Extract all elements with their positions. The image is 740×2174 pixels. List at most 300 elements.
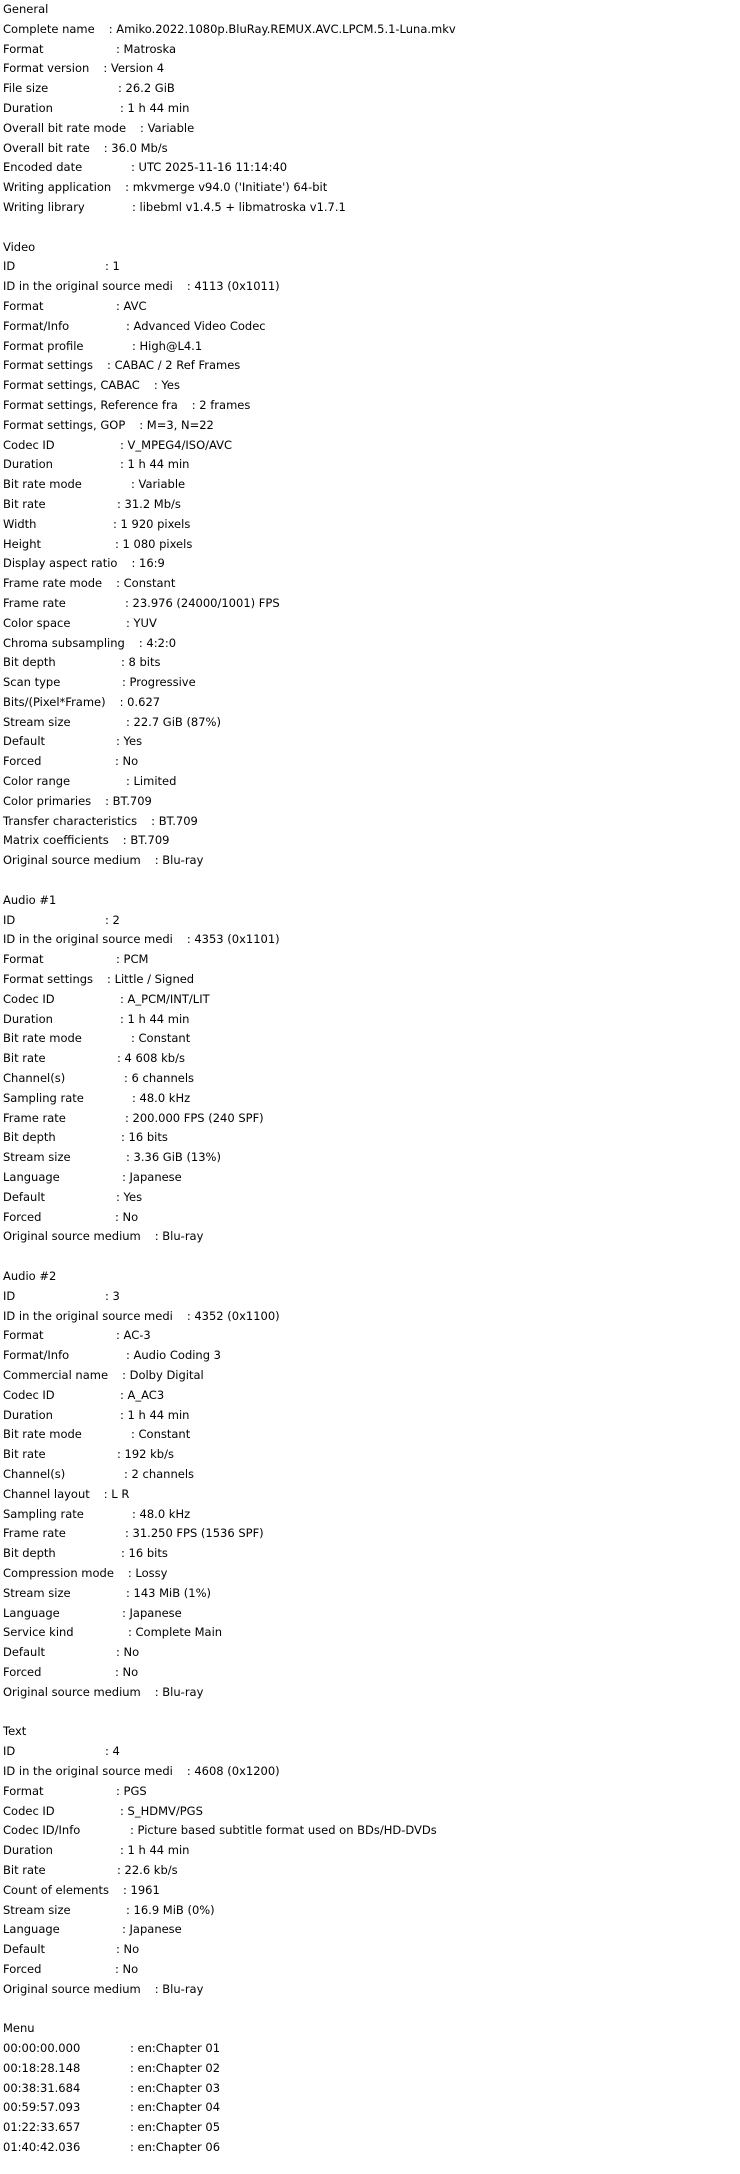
info-value: : libebml v1.4.5 + libmatroska v1.7.1	[132, 199, 346, 214]
info-row	[3, 1782, 740, 1802]
info-value: : A_PCM/INT/LIT	[120, 991, 210, 1006]
info-row	[3, 277, 740, 297]
info-row	[3, 40, 740, 60]
info-value: : 4353 (0x1101)	[186, 932, 280, 947]
info-label: Format	[3, 952, 44, 967]
info-label: Stream size	[3, 1585, 71, 1600]
info-value: : 1	[105, 259, 120, 274]
info-row	[3, 732, 740, 752]
info-value: : Limited	[126, 774, 177, 789]
info-label: 00:18:28.148	[3, 2060, 81, 2075]
info-label: Format/Info	[3, 1348, 70, 1363]
info-value: : 36.0 Mb/s	[103, 140, 168, 155]
info-label: Language	[3, 1170, 60, 1185]
section-spacer	[3, 1999, 740, 2019]
info-label: ID in the original source medi	[3, 1308, 173, 1323]
info-label: Duration	[3, 1407, 53, 1422]
info-value: : No	[115, 754, 139, 769]
info-value: : No	[115, 1664, 139, 1679]
info-label: Display aspect ratio	[3, 556, 118, 571]
info-label: Format	[3, 1328, 44, 1343]
info-value: : Progressive	[122, 675, 196, 690]
info-value: : 1 h 44 min	[120, 1407, 190, 1422]
info-label: Stream size	[3, 1902, 71, 1917]
info-label: Count of elements	[3, 1882, 109, 1897]
info-row	[3, 1128, 740, 1148]
info-label: Language	[3, 1922, 60, 1937]
info-label: ID in the original source medi	[3, 1763, 173, 1778]
info-row	[3, 1425, 740, 1445]
info-row	[3, 416, 740, 436]
info-row	[3, 1148, 740, 1168]
info-row	[3, 1960, 740, 1980]
info-label: Encoded date	[3, 160, 83, 175]
info-row	[3, 1366, 740, 1386]
section-audio-1	[3, 891, 740, 1247]
info-row	[3, 1663, 740, 1683]
info-value: : 16 bits	[121, 1546, 168, 1561]
info-value: : BT.709	[105, 793, 152, 808]
section-title: Menu	[3, 2021, 35, 2036]
section-video	[3, 238, 740, 872]
info-value: : Variable	[131, 477, 186, 492]
info-value: : Matroska	[116, 41, 177, 56]
info-row	[3, 930, 740, 950]
info-label: Codec ID	[3, 991, 55, 1006]
info-value: : BT.709	[122, 833, 170, 848]
info-row	[3, 1881, 740, 1901]
info-row	[3, 990, 740, 1010]
info-value: : 4113 (0x1011)	[186, 279, 280, 294]
info-value: : Dolby Digital	[122, 1367, 204, 1382]
info-row	[3, 594, 740, 614]
info-value: : Complete Main	[128, 1625, 223, 1640]
info-value: : 192 kb/s	[117, 1447, 174, 1462]
info-value: : 1961	[122, 1882, 160, 1897]
info-value: : No	[116, 1942, 140, 1957]
info-row	[3, 634, 740, 654]
info-row	[3, 950, 740, 970]
info-label: Codec ID	[3, 1803, 55, 1818]
info-value: : en:Chapter 03	[130, 2080, 221, 2095]
info-row	[3, 752, 740, 772]
info-value: : V_MPEG4/ISO/AVC	[120, 437, 233, 452]
info-value: : 2 channels	[124, 1466, 194, 1481]
info-value: : 4 608 kb/s	[117, 1051, 185, 1066]
info-value: : L R	[103, 1486, 130, 1501]
info-label: Transfer characteristics	[3, 813, 138, 828]
info-value: : 1 920 pixels	[113, 516, 191, 531]
info-label: ID	[3, 259, 16, 274]
info-value: : PGS	[116, 1783, 147, 1798]
info-row	[3, 653, 740, 673]
info-label: Format profile	[3, 338, 84, 353]
info-row	[3, 455, 740, 475]
info-label: Bit depth	[3, 1546, 56, 1561]
info-row	[3, 574, 740, 594]
info-value: : 1 h 44 min	[120, 100, 190, 115]
info-row	[3, 1445, 740, 1465]
info-value: : 1 h 44 min	[120, 1011, 190, 1026]
info-label: Bit rate	[3, 1051, 46, 1066]
info-label: Color primaries	[3, 793, 92, 808]
info-label: ID in the original source medi	[3, 932, 173, 947]
info-value: : 23.976 (24000/1001) FPS	[125, 595, 280, 610]
info-row	[3, 1584, 740, 1604]
info-value: : Blu-ray	[154, 1229, 204, 1244]
info-row	[3, 1287, 740, 1307]
info-value: : Japanese	[122, 1170, 182, 1185]
info-value: : 31.2 Mb/s	[117, 496, 181, 511]
info-label: Language	[3, 1605, 60, 1620]
info-label: Frame rate	[3, 595, 66, 610]
info-value: : Lossy	[127, 1565, 168, 1580]
info-label: Bit rate mode	[3, 1427, 82, 1442]
info-row	[3, 139, 740, 159]
info-label: Channel(s)	[3, 1466, 66, 1481]
info-label: Codec ID	[3, 437, 55, 452]
info-value: : Constant	[131, 1031, 191, 1046]
info-label: Format settings, GOP	[3, 417, 126, 432]
info-label: 00:00:00.000	[3, 2041, 81, 2056]
info-value: : 4608 (0x1200)	[186, 1763, 280, 1778]
info-value: : 48.0 kHz	[132, 1090, 191, 1105]
info-row	[3, 396, 740, 416]
info-row	[3, 198, 740, 218]
info-label: Default	[3, 1942, 46, 1957]
info-value: : en:Chapter 02	[130, 2060, 221, 2075]
section-title: General	[3, 2, 49, 16]
info-row	[3, 1901, 740, 1921]
section-menu	[3, 2019, 740, 2158]
info-label: Color range	[3, 774, 71, 789]
section-spacer	[3, 871, 740, 891]
info-label: Channel(s)	[3, 1071, 66, 1086]
info-value: : BT.709	[151, 813, 198, 828]
info-label: Writing library	[3, 199, 85, 214]
info-row	[3, 1010, 740, 1030]
info-value: : Little / Signed	[107, 972, 195, 987]
info-value: : Advanced Video Codec	[126, 318, 266, 333]
info-value: : PCM	[116, 952, 149, 967]
info-label: Bit rate mode	[3, 477, 82, 492]
info-label: Service kind	[3, 1625, 74, 1640]
info-label: Stream size	[3, 1150, 71, 1165]
info-value: : en:Chapter 06	[130, 2140, 221, 2155]
info-row	[3, 337, 740, 357]
info-label: Duration	[3, 1011, 53, 1026]
info-row	[3, 1406, 740, 1426]
info-row	[3, 356, 740, 376]
info-value: : 4:2:0	[138, 635, 177, 650]
info-row	[3, 911, 740, 931]
info-row	[3, 2138, 740, 2158]
info-label: Duration	[3, 100, 53, 115]
info-value: : 6 channels	[124, 1071, 194, 1086]
info-row	[3, 1604, 740, 1624]
info-value: : Blu-ray	[154, 853, 204, 868]
info-label: Format settings	[3, 972, 94, 987]
info-row	[3, 99, 740, 119]
info-value: : 4	[105, 1744, 120, 1759]
info-label: ID	[3, 1744, 16, 1759]
info-row	[3, 1940, 740, 1960]
info-row	[3, 317, 740, 337]
info-label: Format	[3, 1783, 44, 1798]
info-label: Matrix coefficients	[3, 833, 109, 848]
info-value: : AVC	[116, 298, 147, 313]
info-row	[3, 2118, 740, 2138]
info-label: Codec ID/Info	[3, 1823, 81, 1838]
info-value: : 48.0 kHz	[132, 1506, 191, 1521]
info-label: Bit depth	[3, 1130, 56, 1145]
info-value: : 0.627	[119, 694, 161, 709]
info-label: Frame rate	[3, 1110, 66, 1125]
info-label: Writing application	[3, 180, 112, 195]
info-label: ID	[3, 1288, 16, 1303]
info-label: Format	[3, 298, 44, 313]
info-value: : Version 4	[103, 61, 165, 76]
info-row	[3, 376, 740, 396]
info-row	[3, 1821, 740, 1841]
info-value: : Blu-ray	[154, 1684, 204, 1699]
info-value: : Yes	[116, 734, 143, 749]
info-label: 00:38:31.684	[3, 2080, 81, 2095]
info-label: Width	[3, 516, 37, 531]
info-row	[3, 297, 740, 317]
info-value: : No	[115, 1209, 139, 1224]
info-row	[3, 693, 740, 713]
info-label: Sampling rate	[3, 1090, 84, 1105]
info-row	[3, 436, 740, 456]
info-row	[3, 970, 740, 990]
info-label: 01:40:42.036	[3, 2140, 81, 2155]
info-row	[3, 20, 740, 40]
info-row	[3, 1029, 740, 1049]
info-label: Format	[3, 41, 44, 56]
info-row	[3, 1465, 740, 1485]
info-label: Chroma subsampling	[3, 635, 125, 650]
info-row	[3, 475, 740, 495]
info-value: : Amiko.2022.1080p.BluRay.REMUX.AVC.LPCM.5.1-Luna.mkv	[108, 21, 456, 36]
info-label: Color space	[3, 615, 71, 630]
info-label: Frame rate	[3, 1526, 66, 1541]
info-row	[3, 1346, 740, 1366]
info-value: : 16.9 MiB (0%)	[126, 1902, 215, 1917]
info-value: : No	[116, 1645, 140, 1660]
info-label: Forced	[3, 1209, 42, 1224]
section-spacer	[3, 218, 740, 238]
info-row	[3, 792, 740, 812]
info-label: File size	[3, 81, 49, 96]
info-value: : YUV	[126, 615, 157, 630]
info-label: Height	[3, 536, 42, 551]
info-value: : S_HDMV/PGS	[120, 1803, 203, 1818]
info-value: : en:Chapter 05	[130, 2120, 221, 2135]
info-row	[3, 535, 740, 555]
info-value: : en:Chapter 04	[130, 2100, 221, 2115]
info-row	[3, 257, 740, 277]
info-label: Scan type	[3, 675, 61, 690]
info-value: : en:Chapter 01	[130, 2041, 221, 2056]
info-label: Overall bit rate mode	[3, 120, 127, 135]
info-row	[3, 1683, 740, 1703]
info-label: Format version	[3, 61, 90, 76]
info-value: : 2	[105, 912, 120, 927]
info-value: : 22.7 GiB (87%)	[126, 714, 221, 729]
info-label: Original source medium	[3, 853, 141, 868]
info-value: : 1 h 44 min	[120, 457, 190, 472]
info-value: : A_AC3	[120, 1387, 165, 1402]
info-row	[3, 713, 740, 733]
info-value: : Constant	[131, 1427, 191, 1442]
info-row	[3, 1920, 740, 1940]
info-label: Format/Info	[3, 318, 70, 333]
section-general	[3, 0, 740, 218]
info-row	[3, 1544, 740, 1564]
info-row	[3, 1524, 740, 1544]
info-value: : 200.000 FPS (240 SPF)	[125, 1110, 264, 1125]
info-row	[3, 1386, 740, 1406]
info-label: Bit rate	[3, 496, 46, 511]
info-row	[3, 178, 740, 198]
info-row	[3, 1326, 740, 1346]
info-label: Default	[3, 1645, 46, 1660]
info-label: Original source medium	[3, 1229, 141, 1244]
info-label: Default	[3, 1189, 46, 1204]
info-label: Bit rate mode	[3, 1031, 82, 1046]
info-row	[3, 119, 740, 139]
info-value: : 26.2 GiB	[118, 81, 175, 96]
info-row	[3, 2098, 740, 2118]
info-row	[3, 59, 740, 79]
info-label: Format settings	[3, 358, 94, 373]
info-value: : Constant	[116, 576, 176, 591]
info-value: : 22.6 kb/s	[117, 1862, 178, 1877]
info-label: Bit rate	[3, 1862, 46, 1877]
info-value: : Audio Coding 3	[126, 1348, 221, 1363]
info-row	[3, 1762, 740, 1782]
section-title: Audio #2	[3, 1269, 57, 1283]
info-row	[3, 1485, 740, 1505]
info-value: : CABAC / 2 Ref Frames	[107, 358, 241, 373]
info-label: 00:59:57.093	[3, 2100, 81, 2115]
info-label: Forced	[3, 1961, 42, 1976]
info-row	[3, 1802, 740, 1822]
info-label: Bit rate	[3, 1447, 46, 1462]
info-row	[3, 1109, 740, 1129]
info-row	[3, 851, 740, 871]
info-value: : 1 080 pixels	[115, 536, 193, 551]
info-value: : 16:9	[131, 556, 165, 571]
info-value: : Japanese	[122, 1605, 182, 1620]
info-row	[3, 1742, 740, 1762]
info-value: : 143 MiB (1%)	[126, 1585, 212, 1600]
section-title: Video	[3, 239, 36, 254]
info-label: ID	[3, 912, 16, 927]
section-spacer	[3, 1247, 740, 1267]
info-label: ID in the original source medi	[3, 279, 173, 294]
info-row	[3, 772, 740, 792]
info-row	[3, 2039, 740, 2059]
info-value: : M=3, N=22	[139, 417, 214, 432]
info-row	[3, 1168, 740, 1188]
section-spacer	[3, 1703, 740, 1723]
info-value: : 3.36 GiB (13%)	[126, 1150, 221, 1165]
info-label: Complete name	[3, 21, 95, 36]
info-value: : High@L4.1	[132, 338, 203, 353]
info-value: : AC-3	[116, 1328, 151, 1343]
section-title: Text	[3, 1724, 27, 1739]
info-label: Bits/(Pixel*Frame)	[3, 694, 106, 709]
info-row	[3, 554, 740, 574]
info-row	[3, 515, 740, 535]
info-label: Duration	[3, 1843, 53, 1858]
info-row	[3, 1505, 740, 1525]
info-value: : UTC 2025-11-16 11:14:40	[131, 160, 288, 175]
info-label: Sampling rate	[3, 1506, 84, 1521]
info-label: Format settings, CABAC	[3, 378, 140, 393]
section-text	[3, 1722, 740, 1999]
info-label: Overall bit rate	[3, 140, 90, 155]
info-row	[3, 614, 740, 634]
info-row	[3, 1069, 740, 1089]
info-row	[3, 1307, 740, 1327]
info-label: Duration	[3, 457, 53, 472]
info-value: : 4352 (0x1100)	[186, 1308, 280, 1323]
info-label: Commercial name	[3, 1367, 109, 1382]
info-label: Original source medium	[3, 1684, 141, 1699]
info-row	[3, 158, 740, 178]
info-value: : 1 h 44 min	[120, 1843, 190, 1858]
info-value: : Yes	[116, 1189, 143, 1204]
info-label: Forced	[3, 754, 42, 769]
info-value: : No	[115, 1961, 139, 1976]
info-row	[3, 2059, 740, 2079]
info-row	[3, 495, 740, 515]
info-value: : Japanese	[122, 1922, 182, 1937]
info-row	[3, 1861, 740, 1881]
info-row	[3, 812, 740, 832]
section-audio-2	[3, 1267, 740, 1703]
info-label: Forced	[3, 1664, 42, 1679]
info-value: : 2 frames	[191, 397, 251, 412]
info-value: : Yes	[153, 378, 180, 393]
info-row	[3, 1089, 740, 1109]
info-row	[3, 1841, 740, 1861]
info-value: : 16 bits	[121, 1130, 168, 1145]
info-value: : Variable	[140, 120, 195, 135]
info-value: : 3	[105, 1288, 120, 1303]
info-value: : 31.250 FPS (1536 SPF)	[125, 1526, 264, 1541]
info-row	[3, 673, 740, 693]
info-row	[3, 79, 740, 99]
info-row	[3, 1208, 740, 1228]
info-label: Default	[3, 734, 46, 749]
info-row	[3, 1643, 740, 1663]
info-label: Channel layout	[3, 1486, 90, 1501]
info-label: Frame rate mode	[3, 576, 103, 591]
info-row	[3, 1980, 740, 2000]
info-label: Bit depth	[3, 655, 56, 670]
info-label: Format settings, Reference fra	[3, 397, 178, 412]
info-label: Stream size	[3, 714, 71, 729]
info-label: 01:22:33.657	[3, 2120, 81, 2135]
info-row	[3, 831, 740, 851]
info-label: Compression mode	[3, 1565, 114, 1580]
info-row	[3, 1623, 740, 1643]
info-value: : Picture based subtitle format used on BDs/HD-DVDs	[130, 1823, 437, 1838]
